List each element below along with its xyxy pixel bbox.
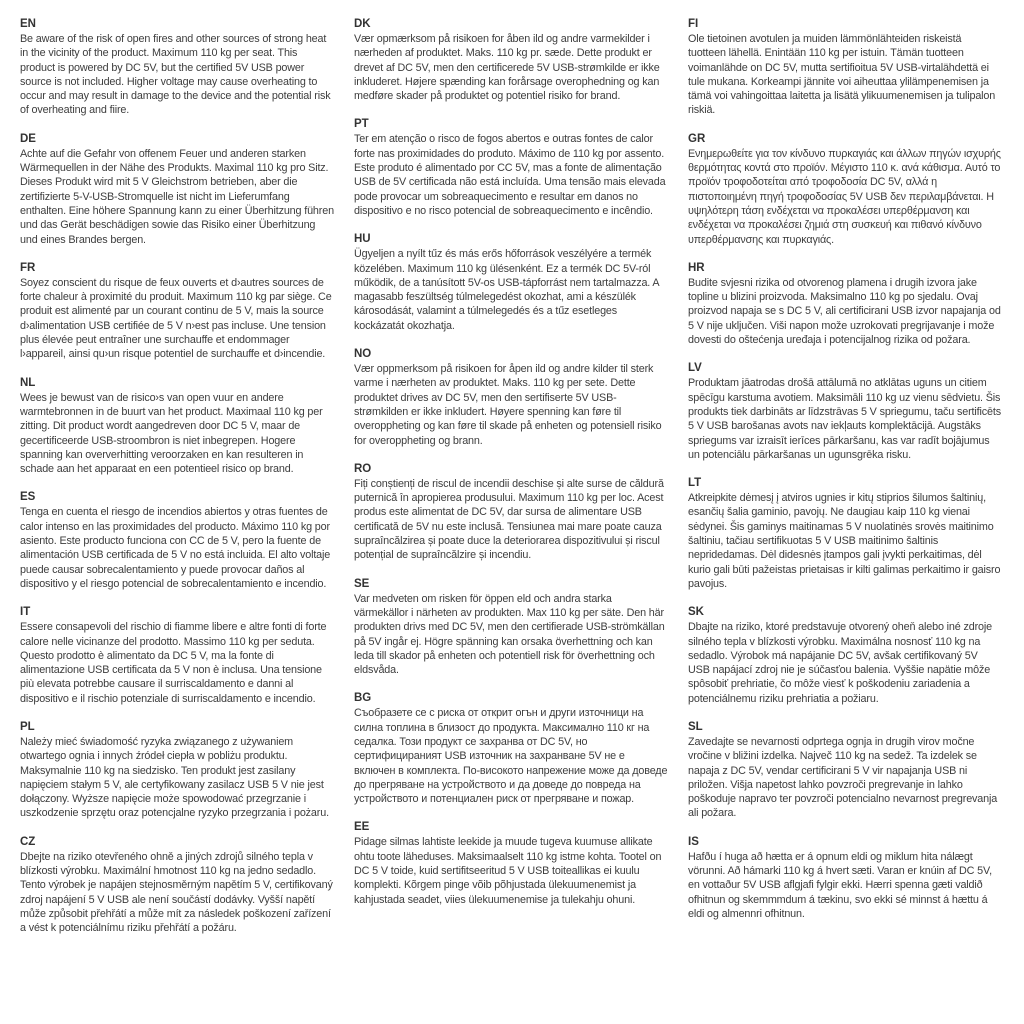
- lang-code-lt: LT: [688, 477, 702, 490]
- lang-section-fi: [688, 17, 1002, 118]
- lang-text-dk: Vær opmærksom på risikoen for åben ild og andre varmekilder i nærheden af produktet. Maks. 110 kg pr. sæde. Dette produkt er drevet af DC 5V, men den certificerede 5V USB-strømkilde er ikke inkluderet. Højere spænding kan forårsage overophedning og kan medføre skader på produktet og potentiel risiko for brand.: [354, 33, 660, 103]
- lang-text-sk: Dbajte na riziko, ktoré predstavuje otvorený oheň alebo iné zdroje silného tepla v blízkosti výrobku. Maximálna nosnosť 110 kg na sedadlo. Výrobok má napájanie DC 5V, avšak certifikovaný 5V USB napájací zdroj nie je súčasťou balenia. Vyššie napätie môže spôsobiť prehriatie, čo môže viesť k poškodeniu zariadenia a potenciálnemu riziku prehriatia a požiaru.: [688, 621, 992, 705]
- lang-text-cz: Dbejte na riziko otevřeného ohně a jiných zdrojů silného tepla v blízkosti výrobku. Maximální hmotnost 110 kg na jedno sedadlo. Tento výrobek je napájen stejnosměrným napětím 5 V, certifikovaný zdroj napájení 5 V USB ale není součástí dodávky. Vyšší napětí může způsobit přehřátí a může mít za následek poškození zařízení a vést k potenciálnímu riziku přehřátí a požáru.: [20, 850, 333, 935]
- column-3: [688, 17, 1002, 950]
- lang-text-no: Vær oppmerksom på risikoen for åpen ild og andre kilder til sterk varme i nærheten av produktet. Maks. 110 kg per sete. Dette produktet drives av DC 5V, men den sertifiserte 5V USB-strømkilden er ikke inkludert. Høyere spenning kan føre til overoppheting og kan føre til skade på enheten og potensiell risiko for overoppheting og brann.: [354, 363, 662, 447]
- lang-text-fr: Soyez conscient du risque de feux ouverts et d›autres sources de forte chaleur à proximité du produit. Maximum 110 kg par siège. Ce produit est alimenté par un courant continu de 5 V, mais la source d›alimentation USB certifiée de 5 V n›est pas incluse. Une tension plus élevée peut entraîner une surchauffe et endommager l›appareil, ainsi qu›un risque potentiel de surchauffe et d›incendie.: [20, 276, 332, 361]
- lang-code-hr: HR: [688, 261, 705, 274]
- lang-section-cz: [20, 835, 334, 936]
- lang-section-pl: [20, 720, 334, 821]
- lang-code-sl: SL: [688, 720, 703, 733]
- lang-code-cz: CZ: [20, 835, 36, 848]
- lang-text-bg: Съобразете се с риска от открит огън и други източници на силна топлина в близост до продукта. Максимално 110 кг на седалка. Този продукт се захранва от DC 5V, но сертифицираният USB източник на захранване 5V не е включен в комплекта. По-високото напрежение може да доведе до прегряване на устройството и да доведе до повреда на устройството и потенциален риск от прегряване и пожар.: [354, 707, 668, 806]
- lang-section-es: [20, 490, 334, 591]
- lang-text-ro: Fiți conștienți de riscul de incendii deschise și alte surse de căldură puternică în apropierea produsului. Maximum 110 kg per loc. Acest produs este alimentat de DC 5V, dar sursa de alimentare USB certificată de 5V nu este inclusă. Tensiunea mai mare poate cauza supraîncălzirea și poate duce la deteriorarea dispozitivului și riscul potențial de supraîncălzire și incendiu.: [354, 477, 664, 562]
- lang-code-bg: BG: [354, 692, 372, 705]
- lang-text-hr: Budite svjesni rizika od otvorenog plamena i drugih izvora jake topline u blizini proizvoda. Maksimalno 110 kg po sjedalu. Ovaj proizvod napaja se s DC 5 V, ali certificirani USB izvor napajanja od 5 V nije uključen. Viši napon može uzrokovati pregrijavanje i može dovesti do oštećenja uređaja i potencijalnog rizika od požara.: [688, 276, 1001, 347]
- lang-text-lt: Atkreipkite dėmesį į atviros ugnies ir kitų stiprios šilumos šaltinių, esančių šalia gaminio, pavojų. Ne daugiau kaip 110 kg vienai sėdynei. Šis gaminys maitinamas 5 V nuolatinės srovės maitinimo šaltiniu, tačiau sertifikuotas 5 V USB maitinimo šaltinis nepridedamas. Dėl didesnės įtampos gali įvykti perkaitimas, dėl kurio gali būti pažeistas prietaisas ir kilti galimas perkaitimo ir gaisro pavojus.: [688, 492, 1001, 590]
- lang-section-lt: [688, 476, 1002, 591]
- lang-text-pt: Ter em atenção o risco de fogos abertos e outras fontes de calor forte nas proximidades do produto. Máximo de 110 kg por assento. Este produto é alimentado por CC 5V, mas a fonte de alimentação USB de 5V certificada não está incluída. Uma tensão mais elevada pode provocar um sobreaquecimento e resultar em danos no dispositivo e no risco potencial de sobreaquecimento e incêndio.: [354, 133, 666, 217]
- lang-text-es: Tenga en cuenta el riesgo de incendios abiertos y otras fuentes de calor intenso en las proximidades del producto. Máximo 110 kg por asiento. Este producto funciona con CC de 5 V, pero la fuente de alimentación USB certificada de 5 V no está incluida. El alto voltaje puede causar sobrecalentamiento y puede provocar daños al dispositivo y el riesgo potencial de sobrecalentamiento e incendio.: [20, 506, 331, 590]
- lang-code-is: IS: [688, 835, 699, 848]
- lang-section-no: [354, 347, 668, 448]
- lang-text-en: Be aware of the risk of open fires and other sources of strong heat in the vicinity of the product. Maximum 110 kg per seat. This product is powered by DC 5V, but the certified 5V USB power source is not included. Higher voltage may cause overheating to occur and may result in damage to the device and the potential risk of overheating and fiire.: [20, 33, 331, 117]
- lang-code-it: IT: [20, 606, 31, 619]
- lang-section-gr: [688, 132, 1002, 247]
- lang-section-ro: [354, 462, 668, 563]
- lang-code-de: DE: [20, 132, 36, 145]
- lang-section-it: [20, 605, 334, 706]
- lang-text-nl: Wees je bewust van de risico›s van open vuur en andere warmtebronnen in de buurt van het product. Maximaal 110 kg per zitting. Dit product wordt aangedreven door DC 5 V, maar de gecertificeerde USB-stroombron is niet inbegrepen. Hogere spanning kan oververhitting veroorzaken en kan resulteren in schade aan het apparaat en een potentieel risico op brand.: [20, 391, 323, 476]
- lang-code-ee: EE: [354, 821, 370, 834]
- lang-text-lv: Produktam jāatrodas drošā attālumā no atklātas uguns un citiem spēcīgu karstuma avotiem. Maksimāli 110 kg uz vienu sēdvietu. Šis produkts tiek darbināts ar līdzstrāvas 5 V spriegumu, taču sertificēts 5 V USB barošanas avots nav iekļauts komplektācijā. Augstāks spriegums var izraisīt ierīces pārkaršanu, kas var radīt bojājumus un potenciālu pārkaršanas un ugunsgrēka risku.: [688, 377, 1001, 461]
- lang-section-is: [688, 835, 1002, 921]
- lang-code-pt: PT: [354, 118, 369, 131]
- lang-text-sl: Zavedajte se nevarnosti odprtega ognja in drugih virov močne vročine v bližini izdelka. Največ 110 kg na sedež. Ta izdelek se napaja z DC 5V, vendar certificirani 5 V vir napajanja USB ni priložen. Višja napetost lahko povzroči pregrevanje in lahko poškoduje napravo ter povzroči potencialno nevarnost pregrevanja ali požara.: [688, 735, 998, 820]
- lang-text-fi: Ole tietoinen avotulen ja muiden lämmönlähteiden riskeistä tuotteen lähellä. Enintään 110 kg per istuin. Tämän tuotteen voimanlähde on DC 5V, mutta sertifioitua 5V USB-virtalähdettä ei tule mukana. Korkeampi jännite voi aiheuttaa ylilämpenemisen ja tämä voi vahingoittaa laitetta ja lisätä ylikuumenemisen ja tulipalon riskiä.: [688, 33, 996, 117]
- lang-section-en: [20, 17, 334, 118]
- lang-code-pl: PL: [20, 720, 35, 733]
- lang-section-pt: [354, 117, 668, 218]
- lang-code-sk: SK: [688, 606, 704, 619]
- lang-section-nl: [20, 376, 334, 477]
- column-2: [354, 17, 668, 950]
- lang-text-se: Var medveten om risken för öppen eld och andra starka värmekällor i närheten av produkten. Max 110 kg per säte. Den här produkten drivs med DC 5V, men den certifierade USB-strömkällan på 5V ingår ej. Högre spänning kan orsaka överhettning och kan leda till skador på enheten och potentiell risk för överhettning och eldsvåda.: [354, 592, 665, 677]
- lang-section-bg: [354, 691, 668, 806]
- lang-text-gr: Ενημερωθείτε για τον κίνδυνο πυρκαγιάς και άλλων πηγών ισχυρής θερμότητας κοντά στο προϊόν. Μέγιστο 110 κ. ανά κάθισμα. Αυτό το προϊόν τροφοδοτείται από τροφοδοσία DC 5V, αλλά η πιστοποιημένη πηγή τροφοδοσίας 5V USB δεν περιλαμβάνεται. Η υψηλότερη τάση ενδέχεται να προκαλέσει υπερθέρμανση και ενδέχεται να προκαλέσει ζημιά στη συσκευή και πιθανό κίνδυνο υπερθέρμανσης και πυρκαγιάς.: [688, 147, 1001, 246]
- lang-section-fr: [20, 261, 334, 362]
- lang-code-nl: NL: [20, 376, 36, 389]
- lang-code-fr: FR: [20, 261, 36, 274]
- lang-section-sl: [688, 720, 1002, 821]
- lang-section-se: [354, 577, 668, 678]
- lang-code-dk: DK: [354, 18, 371, 30]
- lang-section-dk: [354, 17, 668, 103]
- lang-code-gr: GR: [688, 132, 706, 145]
- lang-text-ee: Pidage silmas lahtiste leekide ja muude tugeva kuumuse allikate ohtu toote läheduses. Maksimaalselt 110 kg istme kohta. Tootel on DC 5 V toide, kuid sertifitseeritud 5 V USB toiteallikas ei kuulu komplekti. Kõrgem pinge võib põhjustada ülekuumenemist ja kahjustada seadet, viies ülekuumenemise ja tulekahju ohuni.: [354, 836, 662, 906]
- lang-section-ee: [354, 820, 668, 906]
- lang-section-de: [20, 132, 334, 247]
- lang-section-sk: [688, 605, 1002, 706]
- lang-text-is: Hafðu í huga að hætta er á opnum eldi og miklum hita nálægt vörunni. Að hámarki 110 kg á hvert sæti. Varan er knúin af DC 5V, en vottaður 5V USB aflgjafi fylgir ekki. Hærri spenna gæti valdið ofhitnun og skemmmdum á tækinu, svo ekki sé minnst á hættu á eldi og almennri ofhitnun.: [688, 850, 992, 920]
- lang-code-hu: HU: [354, 233, 371, 246]
- lang-code-es: ES: [20, 491, 36, 504]
- lang-section-lv: [688, 361, 1002, 462]
- lang-code-ro: RO: [354, 462, 372, 475]
- lang-section-hu: [354, 232, 668, 333]
- lang-code-no: NO: [354, 348, 372, 361]
- lang-code-en: EN: [20, 18, 36, 30]
- lang-text-hu: Ügyeljen a nyílt tűz és más erős hőforrások veszélyére a termék közelében. Maximum 110 kg ülésenként. Ez a termék DC 5V-ról működik, de a tanúsított 5V-os USB-tápforrást nem tartalmazza. A magasabb feszültség túlmelegedést okozhat, ami a készülék károsodását, valamint a túlmelegedés és a tűz esetleges kockázatát okozhatja.: [354, 248, 659, 332]
- column-1: [20, 17, 334, 950]
- lang-text-pl: Należy mieć świadomość ryzyka związanego z używaniem otwartego ognia i innych źródeł ciepła w pobliżu produktu. Maksymalnie 110 kg na siedzisko. Ten produkt jest zasilany napięciem stałym 5 V, ale certyfikowany zasilacz USB 5 V nie jest dołączony. Wyższe napięcie może spowodować przegrzanie i uszkodzenie sprzętu oraz potencjalne ryzyko przegrzania i pożaru.: [20, 735, 329, 820]
- lang-text-de: Achte auf die Gefahr von offenem Feuer und anderen starken Wärmequellen in der Nähe des Produkts. Maximal 110 kg pro Sitz. Dieses Produkt wird mit 5 V Gleichstrom betrieben, aber die zertifizierte 5-V-USB-Stromquelle ist nicht im Lieferumfang enthalten. Eine höhere Spannung kann zu einer Überhitzung führen und das Gerät beschädigen sowie das Risiko einer Überhitzung und eines Brandes bergen.: [20, 147, 334, 246]
- lang-section-hr: [688, 261, 1002, 347]
- lang-code-lv: LV: [688, 362, 702, 375]
- lang-text-it: Essere consapevoli del rischio di fiamme libere e altre fonti di forte calore nelle vicinanze del prodotto. Massimo 110 kg per seduta. Questo prodotto è alimentato da DC 5 V, ma la fonte di alimentazione USB certificata da 5 V non è inclusa. Una tensione più elevata potrebbe causare il surriscaldamento e danni al dispositivo e il rischio potenziale di surriscaldamento e incendio.: [20, 621, 327, 705]
- lang-code-se: SE: [354, 577, 370, 590]
- lang-code-fi: FI: [688, 18, 699, 30]
